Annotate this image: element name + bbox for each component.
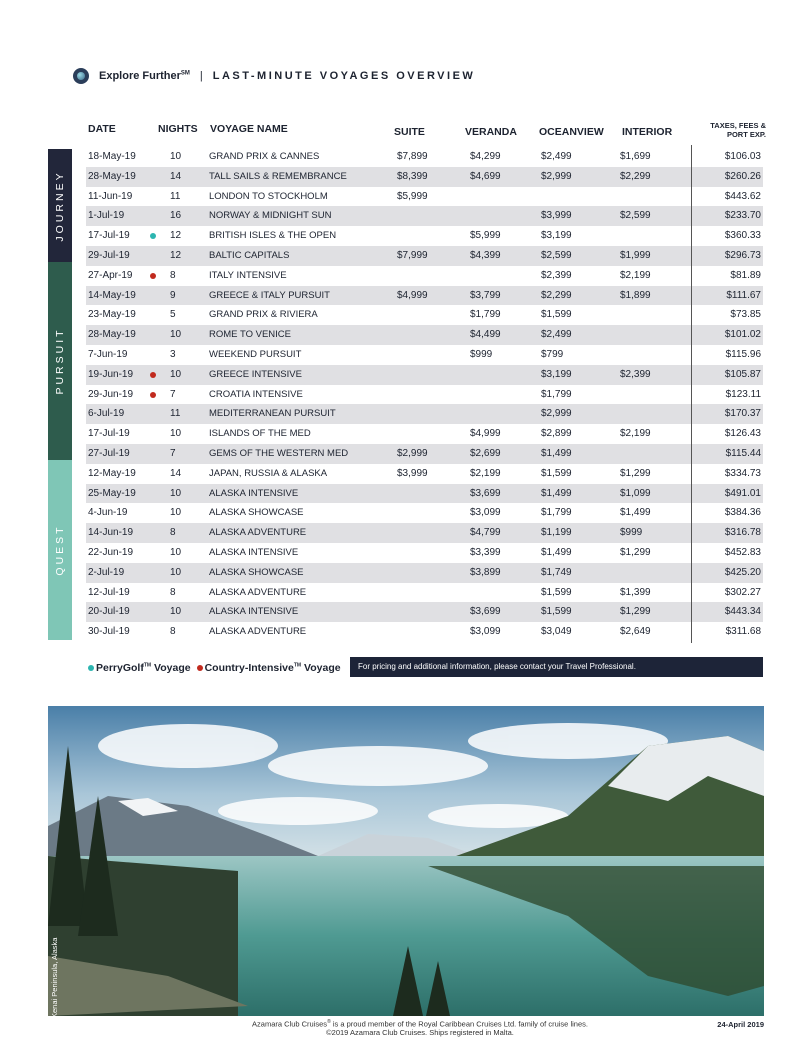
footer-line1: Azamara Club Cruises® is a proud member of the Royal Caribbean Cruises Ltd. family of cruise lines. bbox=[252, 1019, 588, 1029]
row-veranda-price: $3,399 bbox=[470, 547, 501, 558]
row-interior-price: $2,599 bbox=[620, 210, 651, 222]
row-voyage-name: ITALY INTENSIVE bbox=[209, 269, 287, 281]
table-row bbox=[86, 563, 763, 583]
table-row bbox=[86, 266, 763, 286]
row-voyage-name: LONDON TO STOCKHOLM bbox=[209, 190, 328, 202]
row-taxes: $105.87 bbox=[724, 368, 761, 380]
row-interior-price: $1,299 bbox=[620, 606, 651, 618]
row-oceanview-price: $1,499 bbox=[541, 448, 572, 459]
row-voyage-name: GEMS OF THE WESTERN MED bbox=[209, 448, 349, 459]
row-date: 17-Jul-19 bbox=[88, 428, 130, 440]
table-row bbox=[86, 226, 763, 246]
row-interior-price: $2,199 bbox=[620, 269, 651, 281]
row-voyage-name: ROME TO VENICE bbox=[209, 329, 291, 341]
row-suite-price: $2,999 bbox=[397, 448, 428, 459]
row-date: 27-Apr-19 bbox=[88, 269, 133, 281]
row-taxes: $170.37 bbox=[724, 408, 761, 420]
row-oceanview-price: $1,499 bbox=[541, 547, 572, 558]
row-oceanview-price: $2,499 bbox=[541, 329, 572, 341]
row-veranda-price: $4,799 bbox=[470, 527, 501, 539]
footer-line2: ©2019 Azamara Club Cruises. Ships registered in Malta. bbox=[326, 1027, 514, 1037]
row-voyage-name: MEDITERRANEAN PURSUIT bbox=[209, 408, 336, 420]
row-voyage-name: ALASKA ADVENTURE bbox=[209, 626, 307, 638]
info-bar: For pricing and additional information, please contact your Travel Professional. bbox=[350, 657, 763, 677]
row-oceanview-price: $2,599 bbox=[541, 250, 572, 261]
row-nights: 10 bbox=[170, 547, 182, 558]
country-intensive-dot-icon bbox=[150, 372, 156, 378]
row-date: 2-Jul-19 bbox=[88, 566, 125, 578]
row-taxes: $334.73 bbox=[724, 467, 761, 479]
row-suite-price: $4,999 bbox=[397, 289, 428, 301]
row-nights: 12 bbox=[170, 230, 182, 242]
row-interior-price: $2,299 bbox=[620, 170, 651, 182]
table-row bbox=[86, 167, 763, 187]
country-intensive-dot-icon bbox=[150, 392, 156, 398]
table-row bbox=[86, 325, 763, 345]
row-interior-price: $1,099 bbox=[620, 487, 651, 499]
row-voyage-name: ALASKA ADVENTURE bbox=[209, 586, 307, 598]
row-nights: 7 bbox=[170, 388, 176, 400]
row-veranda-price: $3,899 bbox=[470, 566, 501, 578]
row-voyage-name: JAPAN, RUSSIA & ALASKA bbox=[209, 467, 328, 479]
row-voyage-name: ALASKA SHOWCASE bbox=[209, 507, 304, 519]
row-interior-price: $1,499 bbox=[620, 507, 651, 519]
table-row bbox=[86, 345, 763, 365]
brand-name: Explore Further℠ bbox=[99, 70, 190, 82]
row-date: 18-May-19 bbox=[88, 151, 136, 162]
row-nights: 10 bbox=[170, 151, 182, 162]
row-voyage-name: ISLANDS OF THE MED bbox=[209, 428, 311, 440]
row-taxes: $73.85 bbox=[730, 309, 761, 321]
row-taxes: $111.67 bbox=[726, 289, 761, 301]
row-nights: 10 bbox=[170, 487, 182, 499]
row-nights: 11 bbox=[170, 408, 181, 420]
row-date: 14-May-19 bbox=[88, 289, 136, 301]
row-oceanview-price: $3,199 bbox=[541, 230, 572, 242]
row-nights: 7 bbox=[170, 448, 176, 459]
row-suite-price: $5,999 bbox=[397, 190, 428, 202]
row-taxes: $316.78 bbox=[724, 527, 761, 539]
taxes-divider-line bbox=[691, 145, 692, 643]
row-veranda-price: $4,299 bbox=[470, 151, 501, 162]
row-voyage-name: TALL SAILS & REMEMBRANCE bbox=[209, 170, 347, 182]
row-suite-price: $3,999 bbox=[397, 467, 428, 479]
row-date: 14-Jun-19 bbox=[88, 527, 134, 539]
section-label-journey: JOURNEY bbox=[54, 169, 66, 242]
row-taxes: $443.62 bbox=[724, 190, 761, 202]
table-row bbox=[86, 523, 763, 543]
row-interior-price: $2,199 bbox=[620, 428, 651, 440]
row-voyage-name: ALASKA INTENSIVE bbox=[209, 547, 299, 558]
row-nights: 10 bbox=[170, 368, 182, 380]
row-interior-price: $2,649 bbox=[620, 626, 651, 638]
row-date: 6-Jul-19 bbox=[88, 408, 125, 420]
row-voyage-name: BALTIC CAPITALS bbox=[209, 250, 290, 261]
row-nights: 3 bbox=[170, 349, 176, 360]
row-interior-price: $1,999 bbox=[620, 250, 651, 261]
row-taxes: $106.03 bbox=[724, 151, 761, 162]
row-date: 23-May-19 bbox=[88, 309, 136, 321]
country-intensive-dot-icon bbox=[150, 273, 156, 279]
row-date: 12-Jul-19 bbox=[88, 586, 130, 598]
row-suite-price: $8,399 bbox=[397, 170, 428, 182]
header-separator: | bbox=[199, 70, 203, 82]
row-nights: 8 bbox=[170, 527, 176, 539]
row-voyage-name: GRAND PRIX & CANNES bbox=[209, 151, 320, 162]
row-voyage-name: GREECE & ITALY PURSUIT bbox=[209, 289, 330, 301]
row-taxes: $233.70 bbox=[724, 210, 761, 222]
country-intensive-dot-icon bbox=[197, 665, 203, 671]
compass-logo-icon bbox=[73, 68, 89, 84]
row-veranda-price: $999 bbox=[470, 349, 493, 360]
row-voyage-name: ALASKA INTENSIVE bbox=[209, 606, 299, 618]
row-nights: 10 bbox=[170, 566, 182, 578]
row-taxes: $443.34 bbox=[724, 606, 761, 618]
row-oceanview-price: $3,999 bbox=[541, 210, 572, 222]
column-header-taxes bbox=[700, 121, 766, 139]
row-oceanview-price: $799 bbox=[541, 349, 564, 360]
table-row bbox=[86, 543, 763, 563]
table-row bbox=[86, 305, 763, 325]
perrygolf-dot-icon bbox=[150, 233, 156, 239]
row-nights: 14 bbox=[170, 467, 182, 479]
row-oceanview-price: $2,999 bbox=[541, 408, 572, 420]
row-taxes: $302.27 bbox=[724, 586, 761, 598]
row-nights: 8 bbox=[170, 269, 176, 281]
legend-country-intensive: Country-Intensive™ Voyage bbox=[204, 662, 341, 674]
row-taxes: $115.44 bbox=[725, 448, 761, 459]
row-date: 17-Jul-19 bbox=[88, 230, 130, 242]
legend-perrygolf: PerryGolf™ Voyage bbox=[96, 662, 191, 674]
row-nights: 8 bbox=[170, 626, 176, 638]
table-row bbox=[86, 385, 763, 405]
row-veranda-price: $3,699 bbox=[470, 606, 501, 618]
row-veranda-price: $2,699 bbox=[470, 448, 501, 459]
row-nights: 10 bbox=[170, 428, 182, 440]
legend bbox=[88, 662, 341, 674]
row-date: 29-Jun-19 bbox=[88, 388, 134, 400]
row-nights: 10 bbox=[170, 507, 182, 519]
footer-legal bbox=[200, 1018, 640, 1037]
row-date: 19-Jun-19 bbox=[88, 368, 134, 380]
row-veranda-price: $4,999 bbox=[470, 428, 501, 440]
row-date: 11-Jun-19 bbox=[88, 190, 133, 202]
row-taxes: $384.36 bbox=[724, 507, 761, 519]
row-taxes: $101.02 bbox=[724, 329, 761, 341]
perrygolf-dot-icon bbox=[88, 665, 94, 671]
section-band-pursuit bbox=[48, 262, 72, 460]
row-veranda-price: $5,999 bbox=[470, 230, 501, 242]
row-veranda-price: $3,099 bbox=[470, 507, 501, 519]
photo-caption: Kenai Peninsula, Alaska bbox=[50, 937, 59, 1018]
column-header-interior: INTERIOR bbox=[622, 126, 673, 138]
row-veranda-price: $4,399 bbox=[470, 250, 501, 261]
row-veranda-price: $4,699 bbox=[470, 170, 501, 182]
row-oceanview-price: $1,599 bbox=[541, 309, 572, 321]
row-date: 4-Jun-19 bbox=[88, 507, 128, 519]
table-row bbox=[86, 246, 763, 266]
row-nights: 9 bbox=[170, 289, 176, 301]
table-row bbox=[86, 404, 763, 424]
row-nights: 12 bbox=[170, 250, 182, 261]
row-voyage-name: WEEKEND PURSUIT bbox=[209, 349, 302, 360]
row-taxes: $491.01 bbox=[724, 487, 761, 499]
row-voyage-name: BRITISH ISLES & THE OPEN bbox=[209, 230, 337, 242]
row-voyage-name: ALASKA INTENSIVE bbox=[209, 487, 299, 499]
row-voyage-name: NORWAY & MIDNIGHT SUN bbox=[209, 210, 332, 222]
table-row bbox=[86, 503, 763, 523]
table-row bbox=[86, 424, 763, 444]
table-row bbox=[86, 583, 763, 603]
row-veranda-price: $3,799 bbox=[470, 289, 501, 301]
footer-date: 24-April 2019 bbox=[717, 1020, 764, 1029]
row-interior-price: $2,399 bbox=[620, 368, 651, 380]
section-label-pursuit: PURSUIT bbox=[54, 327, 66, 395]
row-nights: 10 bbox=[170, 329, 182, 341]
row-date: 22-Jun-19 bbox=[88, 547, 134, 558]
row-date: 27-Jul-19 bbox=[88, 448, 130, 459]
page-header bbox=[73, 66, 475, 86]
row-interior-price: $999 bbox=[620, 527, 643, 539]
row-date: 29-Jul-19 bbox=[88, 250, 130, 261]
column-header-date: DATE bbox=[88, 123, 116, 135]
row-oceanview-price: $3,049 bbox=[541, 626, 572, 638]
row-oceanview-price: $1,799 bbox=[541, 388, 572, 400]
row-date: 1-Jul-19 bbox=[88, 210, 125, 222]
table-row bbox=[86, 365, 763, 385]
column-header-veranda: VERANDA bbox=[465, 126, 517, 138]
row-interior-price: $1,899 bbox=[620, 289, 651, 301]
table-row bbox=[86, 602, 763, 622]
row-date: 30-Jul-19 bbox=[88, 626, 130, 638]
row-oceanview-price: $1,599 bbox=[541, 586, 572, 598]
row-taxes: $126.43 bbox=[724, 428, 761, 440]
row-date: 12-May-19 bbox=[88, 467, 136, 479]
kenai-peninsula-photo bbox=[48, 706, 764, 1016]
table-row bbox=[86, 464, 763, 484]
row-taxes: $296.73 bbox=[724, 250, 761, 261]
row-veranda-price: $3,699 bbox=[470, 487, 501, 499]
row-taxes: $311.68 bbox=[725, 626, 761, 638]
row-oceanview-price: $1,599 bbox=[541, 606, 572, 618]
table-row bbox=[86, 147, 763, 167]
row-nights: 8 bbox=[170, 586, 176, 598]
row-nights: 11 bbox=[170, 190, 181, 202]
row-oceanview-price: $2,499 bbox=[541, 151, 572, 162]
row-taxes: $360.33 bbox=[724, 230, 761, 242]
row-veranda-price: $4,499 bbox=[470, 329, 501, 341]
row-taxes: $123.11 bbox=[725, 388, 761, 400]
row-taxes: $260.26 bbox=[724, 170, 761, 182]
page-title: LAST-MINUTE VOYAGES OVERVIEW bbox=[212, 70, 476, 82]
column-header-nights: NIGHTS bbox=[158, 123, 198, 135]
table-row bbox=[86, 286, 763, 306]
table-row bbox=[86, 187, 763, 207]
row-date: 28-May-19 bbox=[88, 329, 136, 341]
row-interior-price: $1,299 bbox=[620, 547, 651, 558]
row-oceanview-price: $2,899 bbox=[541, 428, 572, 440]
row-oceanview-price: $1,799 bbox=[541, 507, 572, 519]
column-header-oceanview: OCEANVIEW bbox=[539, 126, 604, 138]
row-date: 28-May-19 bbox=[88, 170, 136, 182]
row-suite-price: $7,999 bbox=[397, 250, 428, 261]
table-row bbox=[86, 206, 763, 226]
row-oceanview-price: $1,499 bbox=[541, 487, 572, 499]
row-veranda-price: $1,799 bbox=[470, 309, 501, 321]
row-oceanview-price: $1,749 bbox=[541, 566, 572, 578]
row-voyage-name: CROATIA INTENSIVE bbox=[209, 388, 303, 400]
row-oceanview-price: $1,199 bbox=[541, 527, 572, 539]
row-oceanview-price: $3,199 bbox=[541, 368, 572, 380]
row-nights: 16 bbox=[170, 210, 182, 222]
row-veranda-price: $3,099 bbox=[470, 626, 501, 638]
row-nights: 5 bbox=[170, 309, 176, 321]
row-taxes: $452.83 bbox=[724, 547, 761, 558]
row-interior-price: $1,299 bbox=[620, 467, 651, 479]
table-row bbox=[86, 484, 763, 504]
row-oceanview-price: $2,399 bbox=[541, 269, 572, 281]
column-header-suite: SUITE bbox=[394, 126, 425, 138]
row-taxes: $81.89 bbox=[730, 269, 761, 281]
row-date: 25-May-19 bbox=[88, 487, 136, 499]
section-label-quest: QUEST bbox=[54, 524, 66, 576]
taxes-header-line1: TAXES, FEES & bbox=[710, 121, 766, 130]
row-interior-price: $1,699 bbox=[620, 151, 651, 162]
row-oceanview-price: $2,999 bbox=[541, 170, 572, 182]
section-band-quest bbox=[48, 460, 72, 640]
row-date: 20-Jul-19 bbox=[88, 606, 130, 618]
row-voyage-name: ALASKA ADVENTURE bbox=[209, 527, 307, 539]
row-interior-price: $1,399 bbox=[620, 586, 651, 598]
row-veranda-price: $2,199 bbox=[470, 467, 501, 479]
row-oceanview-price: $1,599 bbox=[541, 467, 572, 479]
row-nights: 14 bbox=[170, 170, 182, 182]
row-taxes: $425.20 bbox=[724, 566, 761, 578]
row-oceanview-price: $2,299 bbox=[541, 289, 572, 301]
row-nights: 10 bbox=[170, 606, 182, 618]
row-taxes: $115.96 bbox=[725, 349, 761, 360]
taxes-header-line2: PORT EXP. bbox=[726, 130, 766, 139]
row-voyage-name: GRAND PRIX & RIVIERA bbox=[209, 309, 318, 321]
row-voyage-name: GREECE INTENSIVE bbox=[209, 368, 302, 380]
table-row bbox=[86, 622, 763, 642]
row-voyage-name: ALASKA SHOWCASE bbox=[209, 566, 304, 578]
table-row bbox=[86, 444, 763, 464]
column-header-voyage-name: VOYAGE NAME bbox=[210, 123, 288, 135]
section-band-journey bbox=[48, 149, 72, 262]
row-date: 7-Jun-19 bbox=[88, 349, 128, 360]
row-suite-price: $7,899 bbox=[397, 151, 428, 162]
